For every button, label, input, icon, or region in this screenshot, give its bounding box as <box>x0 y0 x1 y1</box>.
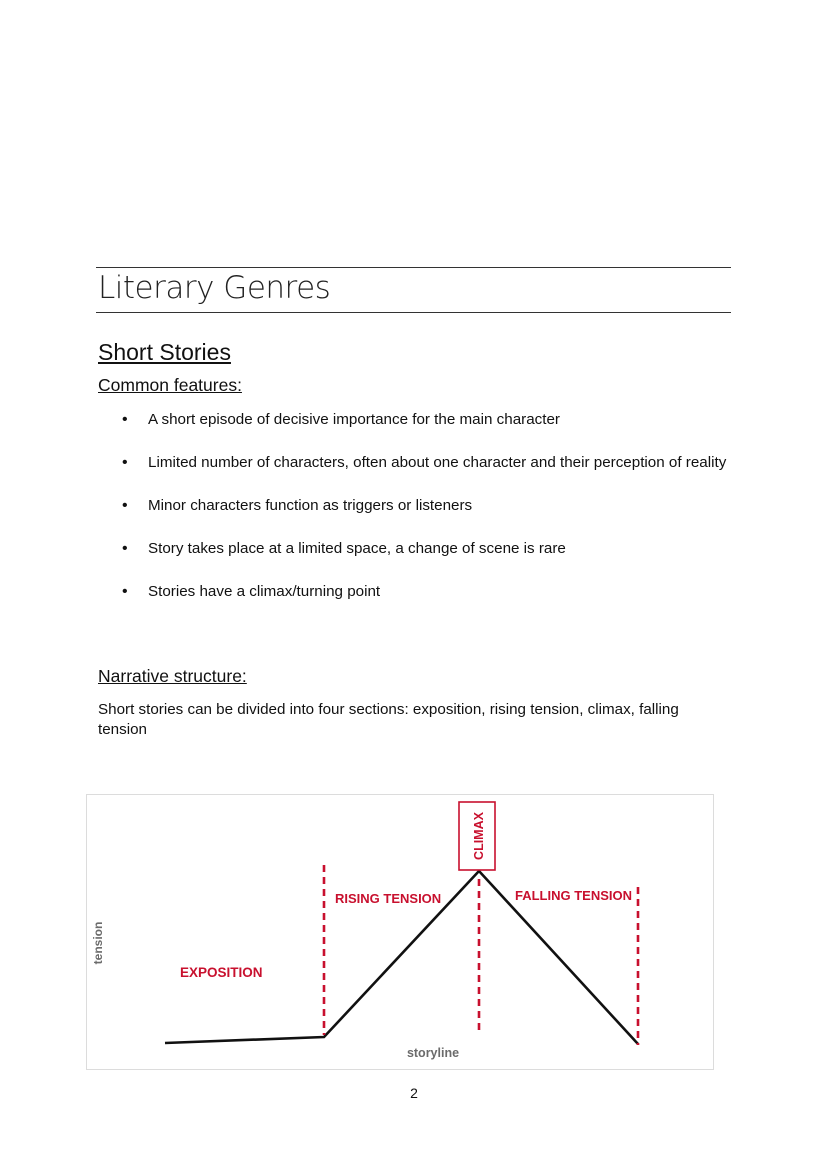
climax-label: CLIMAX <box>472 812 486 860</box>
list-item: • Stories have a climax/turning point <box>98 582 738 602</box>
page-title: Literary Genres <box>98 270 331 306</box>
page-number: 2 <box>410 1085 418 1101</box>
list-item: • Story takes place at a limited space, a change of scene is rare <box>98 539 738 559</box>
narrative-heading: Narrative structure: <box>98 666 247 686</box>
y-axis-label: tension <box>91 921 105 965</box>
falling-tension-label: FALLING TENSION <box>515 888 632 903</box>
narrative-paragraph: Short stories can be divided into four sections: exposition, rising tension, climax, falling tension <box>98 701 679 738</box>
title-bottom-rule <box>96 312 731 313</box>
title-top-rule <box>96 267 731 268</box>
x-axis-label: storyline <box>406 1046 460 1060</box>
list-item: • A short episode of decisive importance for the main character <box>98 410 738 430</box>
rising-tension-label: RISING TENSION <box>335 891 442 906</box>
section-heading: Short Stories <box>98 339 231 365</box>
list-item: • Limited number of characters, often about one character and their perception of reality <box>98 453 738 473</box>
narrative-structure-diagram <box>86 794 714 1070</box>
features-heading: Common features: <box>98 375 242 395</box>
list-item: • Minor characters function as triggers or listeners <box>98 496 738 516</box>
exposition-label: EXPOSITION <box>180 965 263 980</box>
features-list <box>98 410 738 625</box>
